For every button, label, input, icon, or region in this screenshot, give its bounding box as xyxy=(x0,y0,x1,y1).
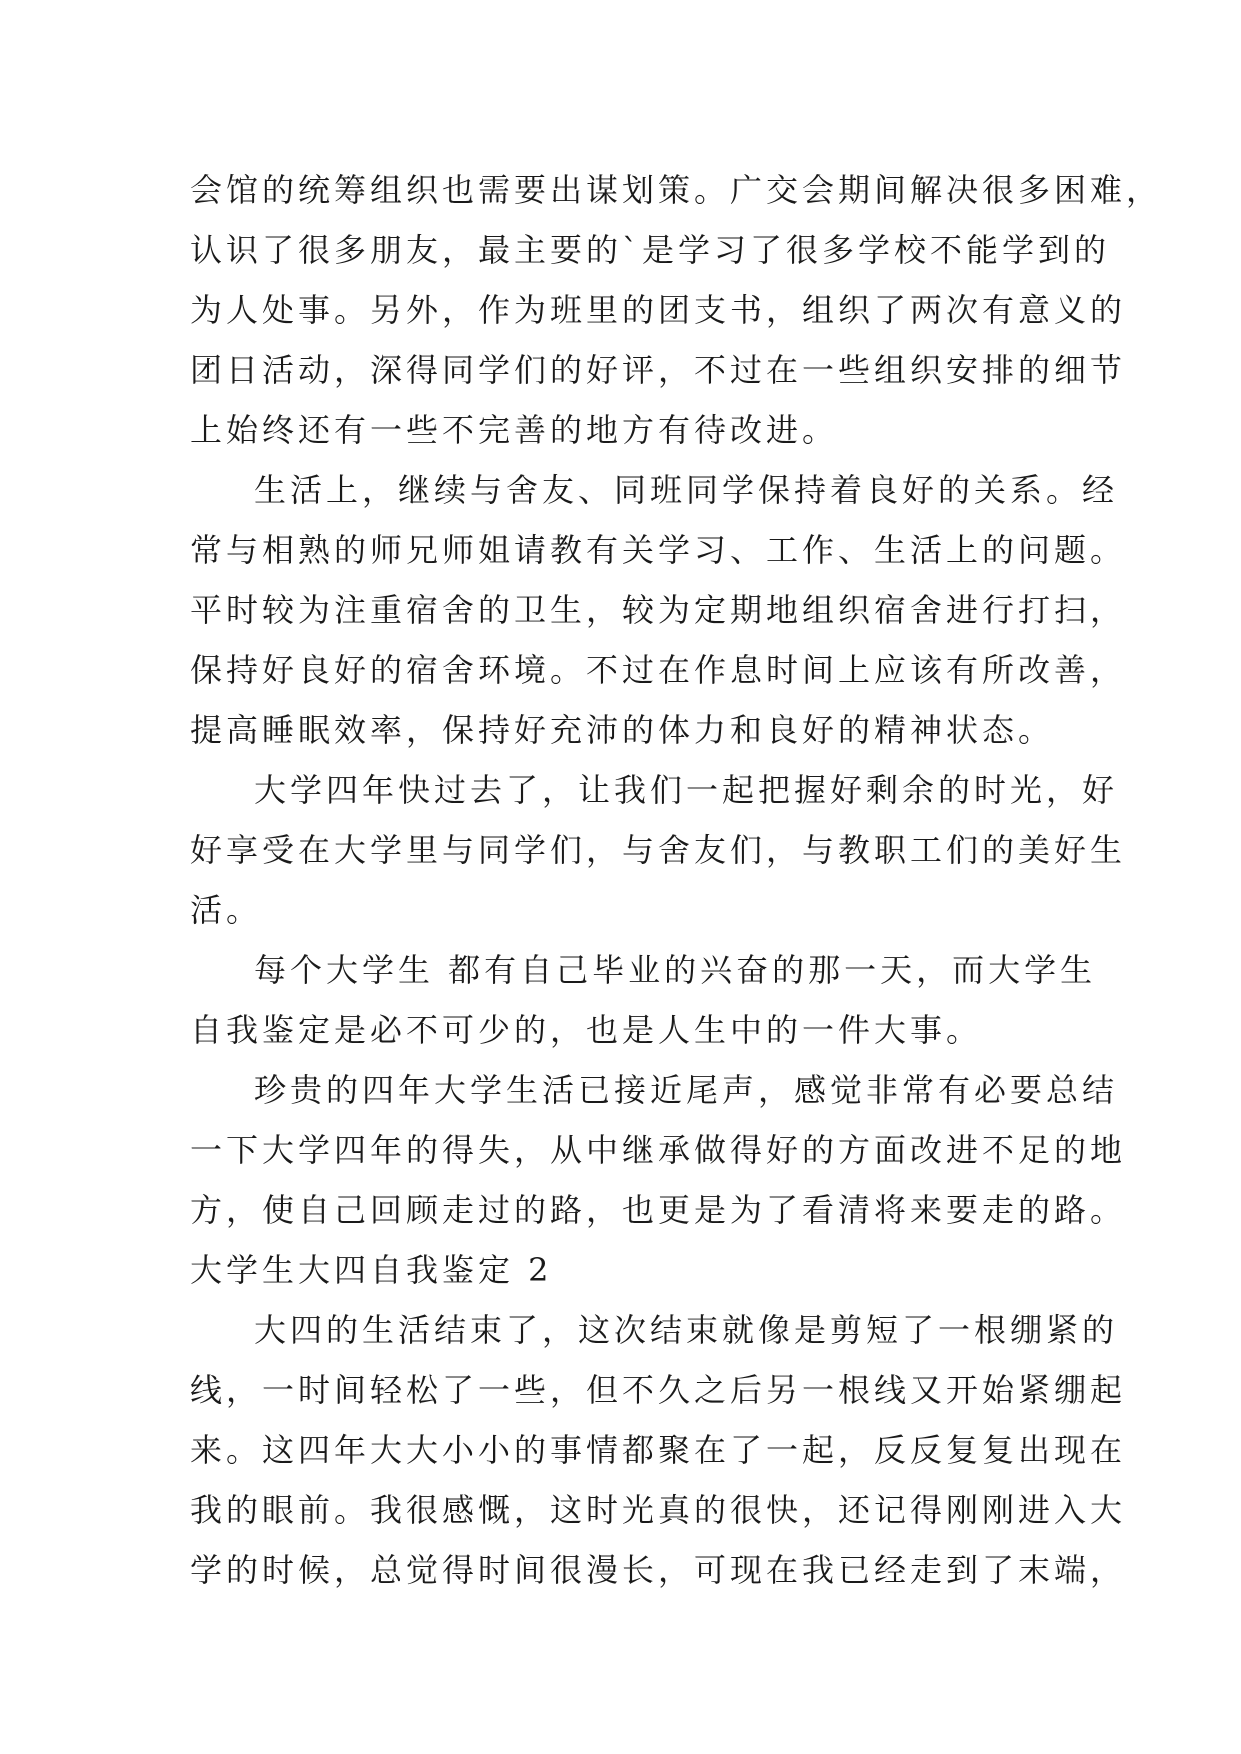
text-line: 学的时候，总觉得时间很漫长，可现在我已经走到了末端， xyxy=(190,1551,1127,1589)
text-line: 一下大学四年的得失，从中继承做得好的方面改进不足的地 xyxy=(190,1131,1127,1169)
paragraph-start-line: 生活上，继续与舍友、同班同学保持着良好的关系。经 xyxy=(254,471,1119,509)
text-line: 自我鉴定是必不可少的，也是人生中的一件大事。 xyxy=(190,1011,983,1049)
text-line: 活。 xyxy=(190,891,263,929)
text-line: 提高睡眠效率，保持好充沛的体力和良好的精神状态。 xyxy=(190,711,1055,749)
text-line: 为人处事。另外，作为班里的团支书，组织了两次有意义的 xyxy=(190,291,1127,329)
text-line: 常与相熟的师兄师姐请教有关学习、工作、生活上的问题。 xyxy=(190,531,1127,569)
text-line: 线，一时间轻松了一些，但不久之后另一根线又开始紧绷起 xyxy=(190,1371,1127,1409)
paragraph-start-line: 大学四年快过去了，让我们一起把握好剩余的时光，好 xyxy=(254,771,1119,809)
text-line: 团日活动，深得同学们的好评，不过在一些组织安排的细节 xyxy=(190,351,1127,389)
text-line: 保持好良好的宿舍环境。不过在作息时间上应该有所改善， xyxy=(190,651,1127,689)
paragraph-start-line: 每个大学生 都有自己毕业的兴奋的那一天，而大学生 xyxy=(254,951,1097,989)
paragraph-start-line: 珍贵的四年大学生活已接近尾声，感觉非常有必要总结 xyxy=(254,1071,1119,1109)
text-line: 我的眼前。我很感慨，这时光真的很快，还记得刚刚进入大 xyxy=(190,1491,1127,1529)
section-heading: 大学生大四自我鉴定 2 xyxy=(190,1251,553,1289)
paragraph-start-line: 大四的生活结束了，这次结束就像是剪短了一根绷紧的 xyxy=(254,1311,1119,1349)
text-line: 好享受在大学里与同学们，与舍友们，与教职工们的美好生 xyxy=(190,831,1127,869)
text-line: 方，使自己回顾走过的路，也更是为了看清将来要走的路。 xyxy=(190,1191,1127,1229)
text-line: 认识了很多朋友，最主要的`是学习了很多学校不能学到的 xyxy=(190,231,1111,269)
text-line: 上始终还有一些不完善的地方有待改进。 xyxy=(190,411,839,449)
text-line: 来。这四年大大小小的事情都聚在了一起，反反复复出现在 xyxy=(190,1431,1127,1469)
text-line: 会馆的统筹组织也需要出谋划策。广交会期间解决很多困难， xyxy=(190,171,1163,209)
document-body xyxy=(190,160,1163,1600)
text-line: 平时较为注重宿舍的卫生，较为定期地组织宿舍进行打扫， xyxy=(190,591,1127,629)
